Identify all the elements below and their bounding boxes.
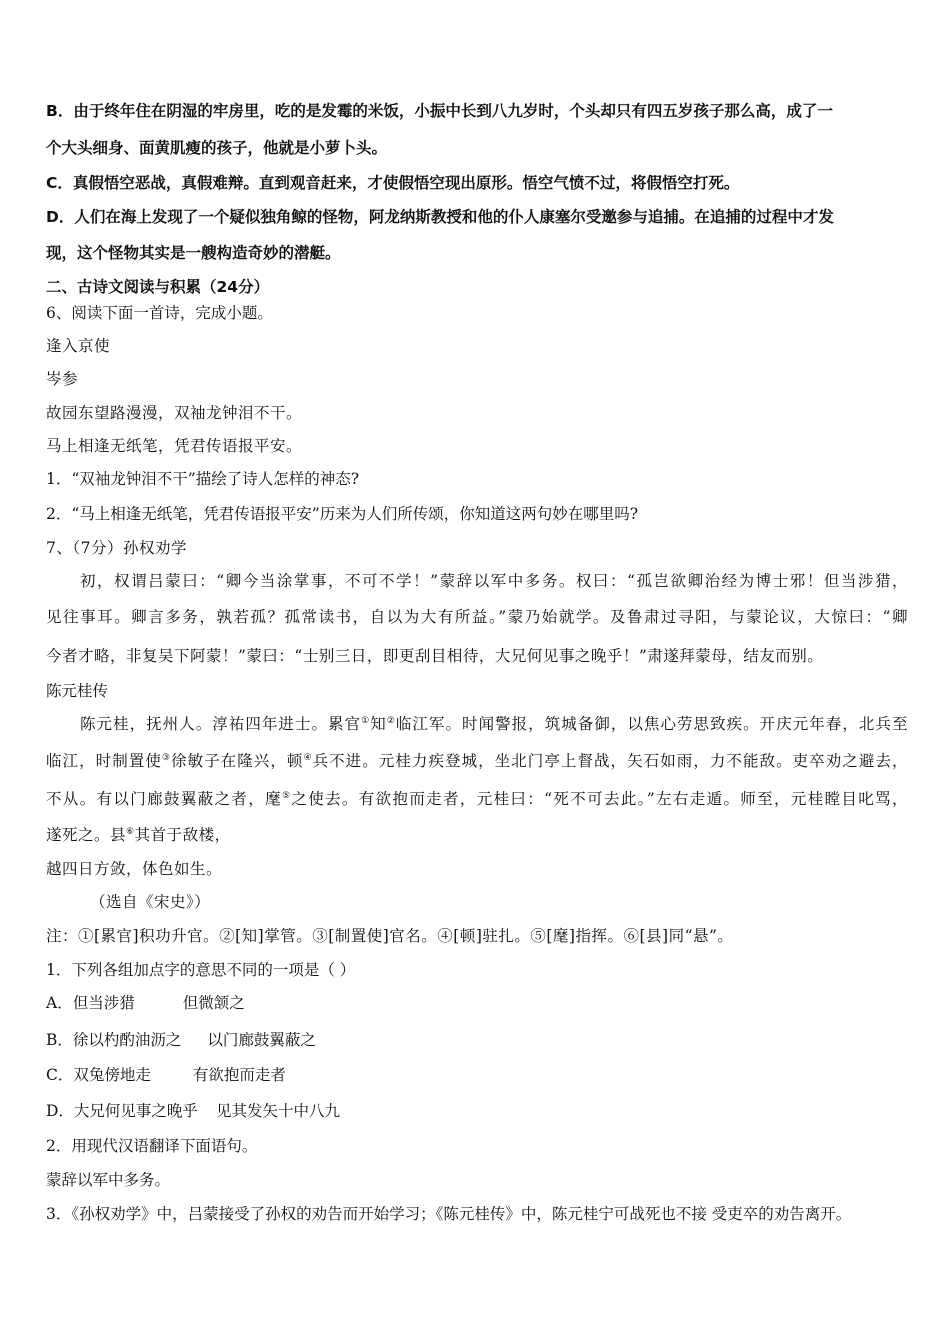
passage2-line4: 遂死之。县⑥其首于敌楼，: [46, 826, 231, 844]
q7-heading: 7、（7分）孙权劝学: [46, 539, 187, 557]
option-b-line1: B．由于终年住在阴湿的牢房里，吃的是发霉的米饭，小振中长到八九岁时，个头却只有四五岁孩子那么高，成了一: [46, 102, 833, 120]
option-d-line1: D．人们在海上发现了一个疑似独角鲸的怪物，阿龙纳斯教授和他的仆人康塞尔受邀参与追捕。在追捕的过程中才发: [46, 208, 834, 226]
passage1-line3: 今者才略，非复吴下阿蒙！”蒙曰：“士别三日，即更刮目相待，大兄何见事之晚乎！”肃遂拜蒙母，结友而别。: [46, 647, 824, 665]
passage2-source: （选自《宋史》）: [90, 893, 211, 911]
poem-verse-2: 马上相逢无纸笔，凭君传语报平安。: [46, 437, 303, 455]
option-row-c: C．双兔傍地走 有欲抱而走者: [46, 1066, 286, 1084]
poem-author: 岑参: [46, 370, 79, 388]
passage1-line1: 初，权谓吕蒙曰：“卿今当涂掌事，不可不学！”蒙辞以军中多务。权曰：“孤岂欲卿治经为博士邪！但当涉猎，: [80, 572, 908, 590]
passage2-line2: 临江，时制置使③徐敏子在隆兴，顿④兵不进。元桂力疾登城，坐北门亭上督战，矢石如雨，力不能敌。吏卒劝之避去，: [46, 752, 908, 770]
passage2-title: 陈元桂传: [46, 682, 109, 700]
annotation-note: 注：①[累官]积功升官。②[知]掌管。③[制置使]官名。④[顿]驻扎。⑤[麾]指挥。⑥[县]同“悬”。: [46, 927, 734, 945]
poem-title: 逢入京使: [46, 337, 111, 355]
option-d-line2: 现，这个怪物其实是一艘构造奇妙的潜艇。: [46, 244, 341, 262]
poem-verse-1: 故园东望路漫漫，双袖龙钟泪不干。: [46, 404, 303, 422]
option-row-b: B．徐以杓酌油沥之 以门廊鼓翼蔽之: [46, 1031, 316, 1049]
q6-prompt: 6、阅读下面一首诗，完成小题。: [46, 304, 273, 322]
q7-sub2-sentence: 蒙辞以军中多务。: [46, 1171, 171, 1189]
q7-sub3: 3．《孙权劝学》中，吕蒙接受了孙权的劝告而开始学习；《陈元桂传》中，陈元桂宁可战死也不接 受吏卒的劝告离开。: [46, 1205, 852, 1223]
passage2-line5: 越四日方敛，体色如生。: [46, 860, 223, 878]
q6-sub1: 1．“双袖龙钟泪不干”描绘了诗人怎样的神态?: [46, 470, 360, 488]
option-c: C．真假悟空恶战，真假难辩。直到观音赶来，才使假悟空现出原形。悟空气愤不过，将假悟空打死。: [46, 174, 740, 192]
q6-sub2: 2．“马上相逢无纸笔，凭君传语报平安”历来为人们所传颂，你知道这两句妙在哪里吗?: [46, 505, 639, 523]
option-row-a: A．但当涉猎 但微颔之: [46, 994, 245, 1012]
passage2-line3: 不从。有以门廊鼓翼蔽之者，麾⑤之使去。有欲抱而走者，元桂曰：“死不可去此。”左右走遁。师至，元桂瞠目叱骂，: [46, 790, 908, 808]
option-row-d: D．大兄何见事之晚乎 见其发矢十中八九: [46, 1102, 340, 1120]
q7-sub2: 2．用现代汉语翻译下面语句。: [46, 1137, 258, 1155]
q7-sub1: 1．下列各组加点字的意思不同的一项是（ ）: [46, 961, 356, 979]
option-b-line2: 个大头细身、面黄肌瘦的孩子，他就是小萝卜头。: [46, 139, 388, 157]
passage2-line1: 陈元桂，抚州人。淳祐四年进士。累官①知②临江军。时闻警报，筑城备御，以焦心劳思致疾。开庆元年春，北兵至: [80, 715, 908, 733]
passage1-line2: 见往事耳。卿言多务，孰若孤？孤常读书，自以为大有所益。”蒙乃始就学。及鲁肃过寻阳，与蒙论议，大惊曰：“卿: [46, 608, 908, 626]
section-heading: 二、古诗文阅读与积累（24分）: [46, 278, 270, 296]
